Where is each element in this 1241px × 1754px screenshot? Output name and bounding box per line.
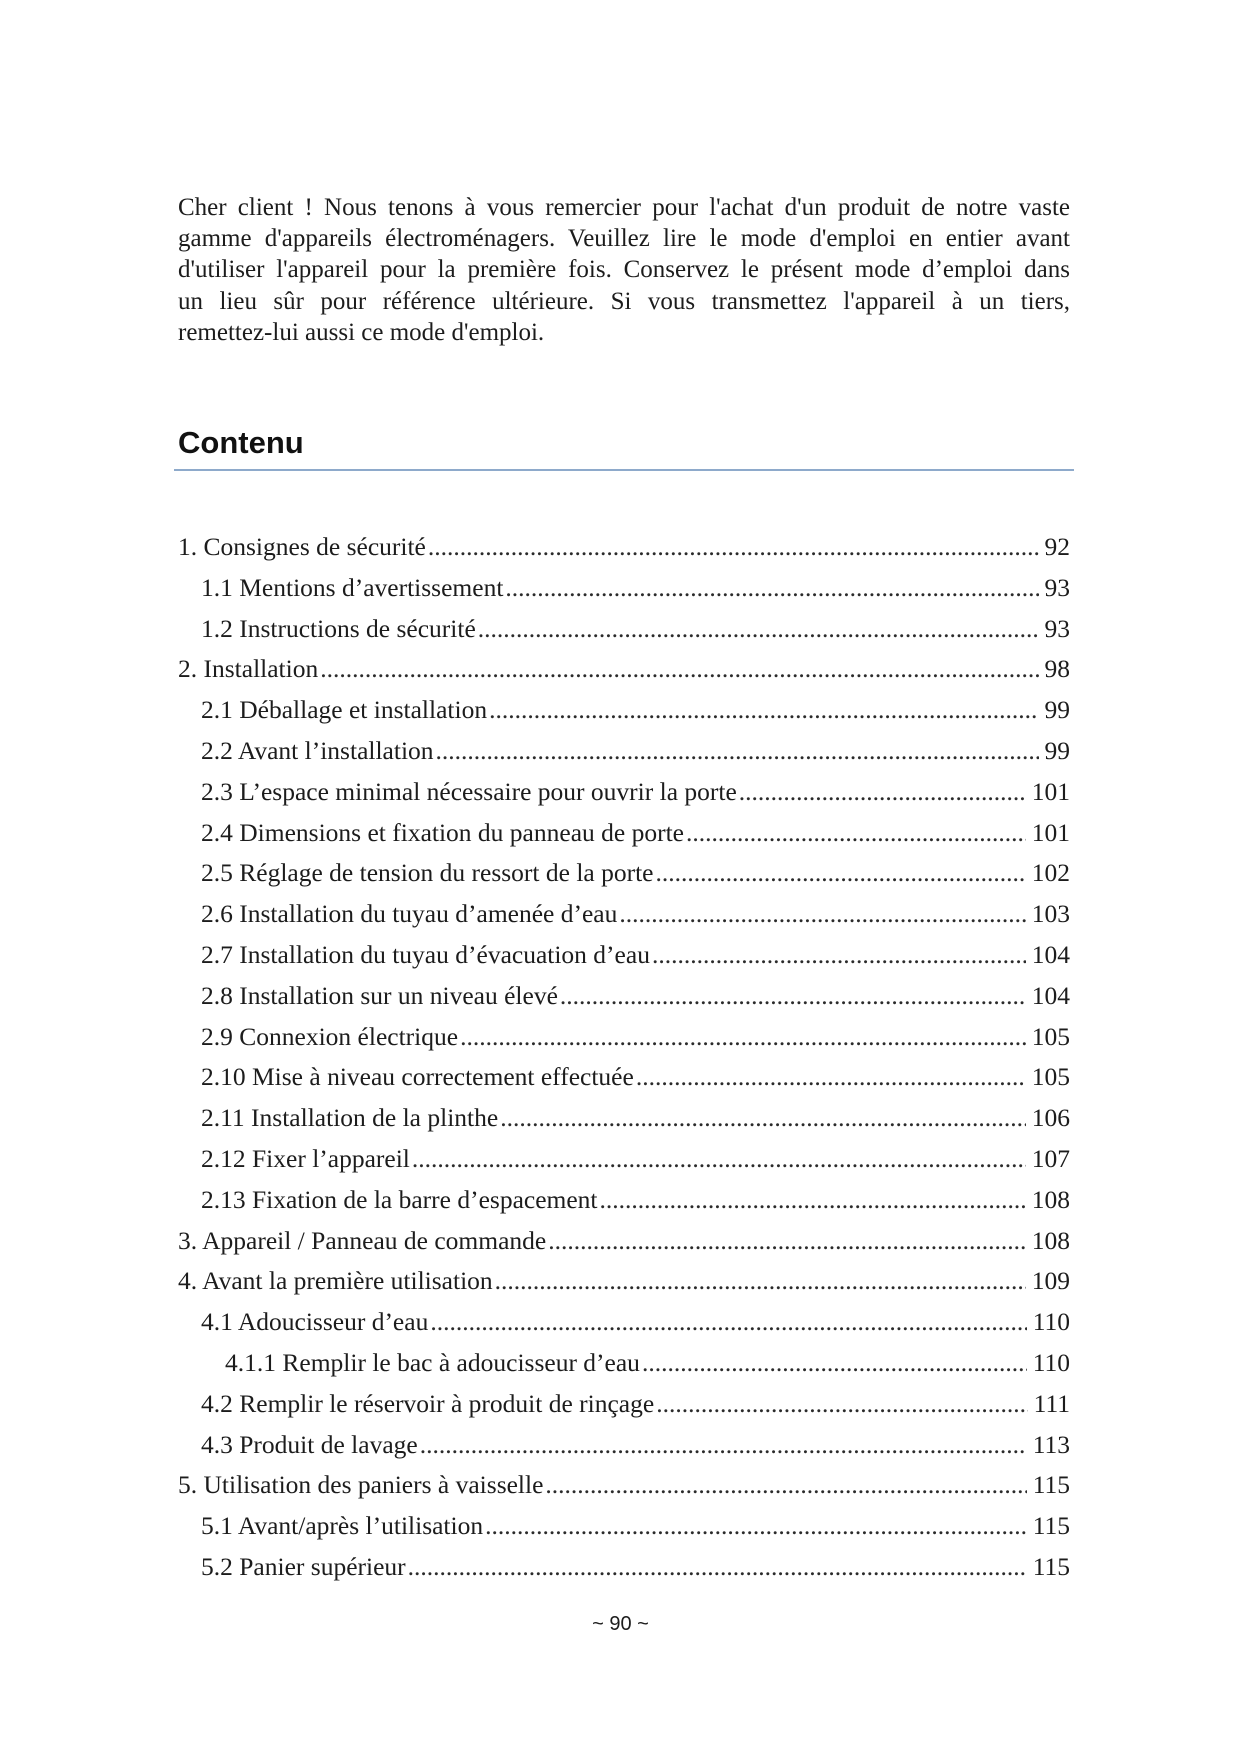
toc-entry-label: 3. Appareil / Panneau de commande [178, 1225, 547, 1255]
toc-leader [545, 1465, 1026, 1506]
toc-entry-page: 107 [1031, 1143, 1070, 1173]
toc-entry [178, 935, 1070, 976]
toc-entry-page: 93 [1044, 572, 1070, 602]
toc-entry-label: 4.3 Produit de lavage [201, 1429, 418, 1459]
toc-entry-page: 108 [1031, 1184, 1070, 1214]
toc-entry-page: 101 [1031, 776, 1070, 806]
toc-leader [652, 935, 1026, 976]
toc-entry [178, 894, 1070, 935]
toc-entry [178, 568, 1070, 609]
toc-entry-page: 104 [1031, 939, 1070, 969]
toc-entry-label: 2.4 Dimensions et fixation du panneau de porte [201, 817, 684, 847]
toc-entry-page: 110 [1032, 1307, 1070, 1337]
toc-leader [548, 1221, 1026, 1262]
toc-entry-label: 2.9 Connexion électrique [201, 1021, 459, 1051]
toc-leader [430, 1302, 1026, 1343]
toc-leader [428, 527, 1039, 568]
toc-entry-label: 2.10 Mise à niveau correctement effectuée [201, 1062, 634, 1092]
toc-entry [178, 1384, 1070, 1425]
contents-heading: Contenu [178, 425, 304, 460]
toc-entry-page: 109 [1031, 1266, 1070, 1296]
toc-entry-label: 5.1 Avant/après l’utilisation [201, 1511, 484, 1541]
toc-entry-page: 99 [1044, 735, 1070, 765]
toc-entry [178, 813, 1070, 854]
toc-entry-page: 111 [1033, 1388, 1070, 1418]
toc-entry [178, 1057, 1070, 1098]
toc-leader [420, 1425, 1027, 1466]
toc-leader [412, 1139, 1026, 1180]
toc-entry-page: 113 [1032, 1429, 1070, 1459]
toc-entry-page: 115 [1032, 1470, 1070, 1500]
toc-leader [656, 1384, 1027, 1425]
toc-entry [178, 527, 1070, 568]
toc-entry-page: 102 [1031, 858, 1070, 888]
toc-entry-label: 4.1 Adoucisseur d’eau [201, 1307, 429, 1337]
toc-entry-label: 2.1 Déballage et installation [201, 695, 488, 725]
toc-entry-label: 2. Installation [178, 654, 319, 684]
toc-entry-page: 101 [1031, 817, 1070, 847]
toc-leader [495, 1261, 1026, 1302]
toc-entry-label: 2.12 Fixer l’appareil [201, 1143, 410, 1173]
toc-leader [636, 1057, 1026, 1098]
toc-entry-page: 99 [1044, 695, 1070, 725]
toc-leader [320, 649, 1038, 690]
toc-entry-page: 105 [1031, 1062, 1070, 1092]
toc-entry [178, 1506, 1070, 1547]
toc-entry-label: 2.8 Installation sur un niveau élevé [201, 980, 558, 1010]
toc-entry-label: 5. Utilisation des paniers à vaisselle [178, 1470, 544, 1500]
toc-leader [460, 1017, 1026, 1058]
toc-entry [178, 1302, 1070, 1343]
toc-entry-label: 1.1 Mentions d’avertissement [201, 572, 504, 602]
toc-entry-label: 2.13 Fixation de la barre d’espacement [201, 1184, 598, 1214]
toc-entry-label: 2.3 L’espace minimal nécessaire pour ouvrir la porte [201, 776, 737, 806]
intro-line: Cher client ! Nous tenons à vous remercier pour l'achat d'un produit de notre vaste [178, 194, 1070, 221]
toc-entry [178, 1017, 1070, 1058]
toc-entry-label: 2.7 Installation du tuyau d’évacuation d’eau [201, 939, 650, 969]
intro-line: un lieu sûr pour référence ultérieure. Si vous transmettez l'appareil à un tiers, [178, 287, 1070, 315]
intro-line: gamme d'appareils électroménagers. Veuillez lire le mode d'emploi en entier avant [178, 225, 1070, 253]
toc-entry-page: 115 [1032, 1511, 1070, 1541]
toc-entry [178, 649, 1070, 690]
toc-leader [560, 976, 1026, 1017]
toc-entry-label: 1.2 Instructions de sécurité [201, 613, 476, 643]
toc-entry [178, 1139, 1070, 1180]
toc-entry [178, 1465, 1070, 1506]
toc-leader [686, 813, 1026, 854]
toc-entry [178, 772, 1070, 813]
toc-entry [178, 1547, 1070, 1588]
toc-entry-label: 4.1.1 Remplir le bac à adoucisseur d’eau [225, 1347, 640, 1377]
toc-leader [656, 853, 1026, 894]
heading-divider [174, 469, 1074, 471]
toc-entry-page: 98 [1044, 654, 1070, 684]
table-of-contents [178, 527, 1070, 1588]
toc-entry-label: 2.6 Installation du tuyau d’amenée d’eau [201, 899, 618, 929]
toc-entry [178, 1425, 1070, 1466]
toc-entry-page: 105 [1031, 1021, 1070, 1051]
toc-entry-label: 1. Consignes de sécurité [178, 532, 426, 561]
toc-entry [178, 731, 1070, 772]
toc-entry-label: 2.2 Avant l’installation [201, 735, 434, 765]
toc-leader [739, 772, 1026, 813]
toc-entry-page: 103 [1031, 899, 1070, 929]
intro-paragraph [178, 192, 1070, 348]
toc-leader [436, 731, 1039, 772]
page-number: ~ 90 ~ [592, 1613, 649, 1635]
toc-entry-page: 104 [1031, 980, 1070, 1010]
toc-entry [178, 609, 1070, 650]
toc-entry-label: 4.2 Remplir le réservoir à produit de rinçage [201, 1388, 655, 1418]
toc-entry-label: 2.5 Réglage de tension du ressort de la porte [201, 858, 654, 888]
toc-entry-page: 115 [1032, 1551, 1070, 1581]
toc-entry [178, 1261, 1070, 1302]
toc-entry [178, 1098, 1070, 1139]
toc-entry-label: 4. Avant la première utilisation [178, 1266, 493, 1296]
intro-line: remettez-lui aussi ce mode d'emploi. [178, 318, 545, 346]
toc-entry [178, 690, 1070, 731]
toc-leader [600, 1180, 1026, 1221]
toc-leader [619, 894, 1025, 935]
toc-entry-page: 110 [1032, 1347, 1070, 1377]
toc-leader [485, 1506, 1027, 1547]
intro-line: d'utiliser l'appareil pour la première fois. Conservez le présent mode d’emploi dans [178, 256, 1070, 284]
toc-entry [178, 976, 1070, 1017]
toc-leader [642, 1343, 1027, 1384]
toc-entry-page: 93 [1044, 613, 1070, 643]
toc-entry-page: 108 [1031, 1225, 1070, 1255]
toc-entry-label: 2.11 Installation de la plinthe [201, 1103, 499, 1133]
toc-leader [505, 568, 1038, 609]
toc-leader [408, 1547, 1027, 1588]
toc-entry [178, 1343, 1070, 1384]
toc-entry [178, 1180, 1070, 1221]
toc-leader [500, 1098, 1026, 1139]
toc-leader [478, 609, 1039, 650]
toc-entry [178, 853, 1070, 894]
toc-entry-label: 5.2 Panier supérieur [201, 1551, 406, 1581]
toc-entry-page: 106 [1031, 1103, 1070, 1133]
toc-leader [489, 690, 1038, 731]
toc-entry [178, 1221, 1070, 1262]
toc-entry-page: 92 [1044, 532, 1070, 561]
